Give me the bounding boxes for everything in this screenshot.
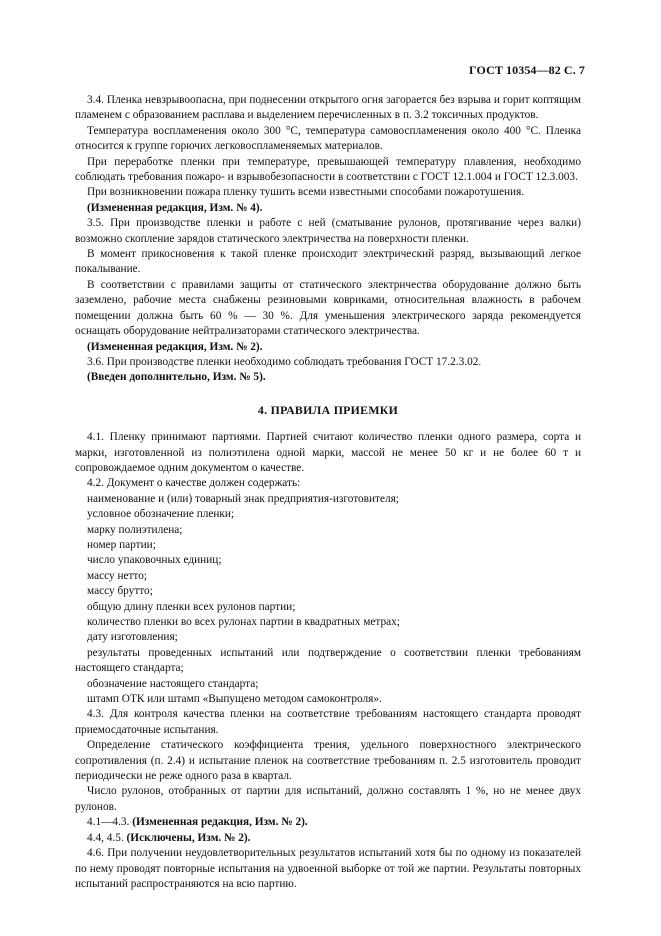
paragraph-processing-safety: При переработке пленки при температуре, превышающей температуру плавления, необходимо соблюдать требования пожаро- и взрывобезопасности в соответствии с ГОСТ 12.1.004 и ГОСТ 12.3.003. (75, 155, 581, 184)
paragraph-3-4: 3.4. Пленка невзрывоопасна, при поднесении открытого огня загорается без взрыва и горит коптящим пламенем с образованием расплава и выделением перечисленных в п. 3.2 токсичных продуктов. (75, 94, 581, 122)
list-item: штамп ОТК или штамп «Выпущено методом самоконтроля». (87, 693, 382, 706)
list-item: наименование и (или) товарный знак предприятия-изготовителя; (87, 492, 399, 505)
list-item: условное обозначение пленки; (87, 508, 235, 521)
list-item: количество пленки во всех рулонах партии в квадратных метрах; (87, 616, 400, 628)
list-item: число упаковочных единиц; (87, 554, 222, 567)
paragraph-3-6: 3.6. При производстве пленки необходимо соблюдать требования ГОСТ 17.2.3.02. (87, 355, 482, 368)
paragraph-3-5: 3.5. При производстве пленки и работе с ней (сматывание рулонов, протягивание через валки) возможно скопление зарядов статического электричества на поверхности пленки. (75, 217, 581, 245)
list-item: массу нетто; (87, 569, 148, 582)
amendment-note: (Измененная редакция, Изм. № 4). (87, 201, 263, 214)
amendment-note-4-4-4-5 (75, 831, 581, 846)
amendment-note: (Введен дополнительно, Изм. № 5). (87, 371, 266, 384)
paragraph-4-1: 4.1. Пленку принимают партиями. Партией считают количество пленки одного размера, сорта и марки, изготовленной из полиэтилена одной марки, массой не менее 50 кг и не более 60 т и сопровождаемое одним документом о качестве. (75, 431, 581, 474)
list-item: марку полиэтилена; (87, 523, 183, 536)
amendment-note: (Измененная редакция, Изм. № 2). (87, 340, 263, 353)
paragraph-periodic-tests: Определение статического коэффициента трения, удельного поверхностного электрического сопротивления (п. 2.4) и испытание пленок на соответствие требованиям п. 2.5 изготовитель проводит периодически не реже одного раза в квартал. (75, 739, 581, 783)
list-item: обозначение настоящего стандарта; (87, 677, 259, 690)
paragraph-4-2: 4.2. Документ о качестве должен содержать: (87, 477, 301, 490)
page-content (75, 93, 581, 892)
paragraph-sample-size: Число рулонов, отобранных от партии для испытаний, должно составлять 1 %, но не менее двух рулонов. (75, 785, 581, 813)
paragraph-static-protection: В соответствии с правилами защиты от статического электричества оборудование должно быть заземлено, рабочие места снабжены резиновыми ковриками, относительная влажность в рабочем помещении должна быть 60 % — 30 %. Для уменьшения электрического заряда рекомендуется оснащать оборудование нейтрализаторами статического электричества. (75, 278, 581, 338)
paragraph-discharge: В момент прикосновения к такой пленке происходит электрический разряд, вызывающий легкое покалывание. (75, 248, 581, 276)
list-item: дату изготовления; (87, 631, 178, 644)
paragraph-4-3: 4.3. Для контроля качества пленки на соответствие требованиям настоящего стандарта проводят приемосдаточные испытания. (75, 708, 581, 736)
amendment-text: (Измененная редакция, Изм. № 2). (132, 816, 308, 829)
paragraph-fire-extinguishing: При возникновении пожара пленку тушить всеми известными способами пожаротушения. (87, 186, 525, 199)
section-title: 4. ПРАВИЛА ПРИЕМКИ (257, 402, 399, 417)
page-header: ГОСТ 10354—82 С. 7 (469, 63, 585, 77)
paragraph-4-6: 4.6. При получении неудовлетворительных результатов испытаний хотя бы по одному из показателей по нему проводят повторные испытания на удвоенной выборке от той же партии. Результаты повторных испытаний распространяются на всю партию. (75, 847, 581, 890)
amendment-note-4-1-4-3 (75, 815, 581, 830)
list-item: общую длину пленки всех рулонов партии; (87, 600, 296, 613)
list-item: массу брутто; (87, 585, 153, 598)
list-item: результаты проведенных испытаний или подтверждение о соответствии пленки требованиям настоящего стандарта; (75, 646, 581, 675)
amendment-prefix: 4.4, 4.5. (87, 831, 124, 844)
amendment-prefix: 4.1—4.3. (87, 816, 130, 829)
amendment-text: (Исключены, Изм. № 2). (126, 831, 251, 844)
list-item: номер партии; (87, 538, 156, 551)
quality-document-list (75, 492, 581, 708)
paragraph-ignition-temperature: Температура воспламенения около 300 °С, температура самовоспламенения около 400 °С. Пленка относится к группе горючих легковоспламеняемых материалов. (75, 124, 581, 153)
